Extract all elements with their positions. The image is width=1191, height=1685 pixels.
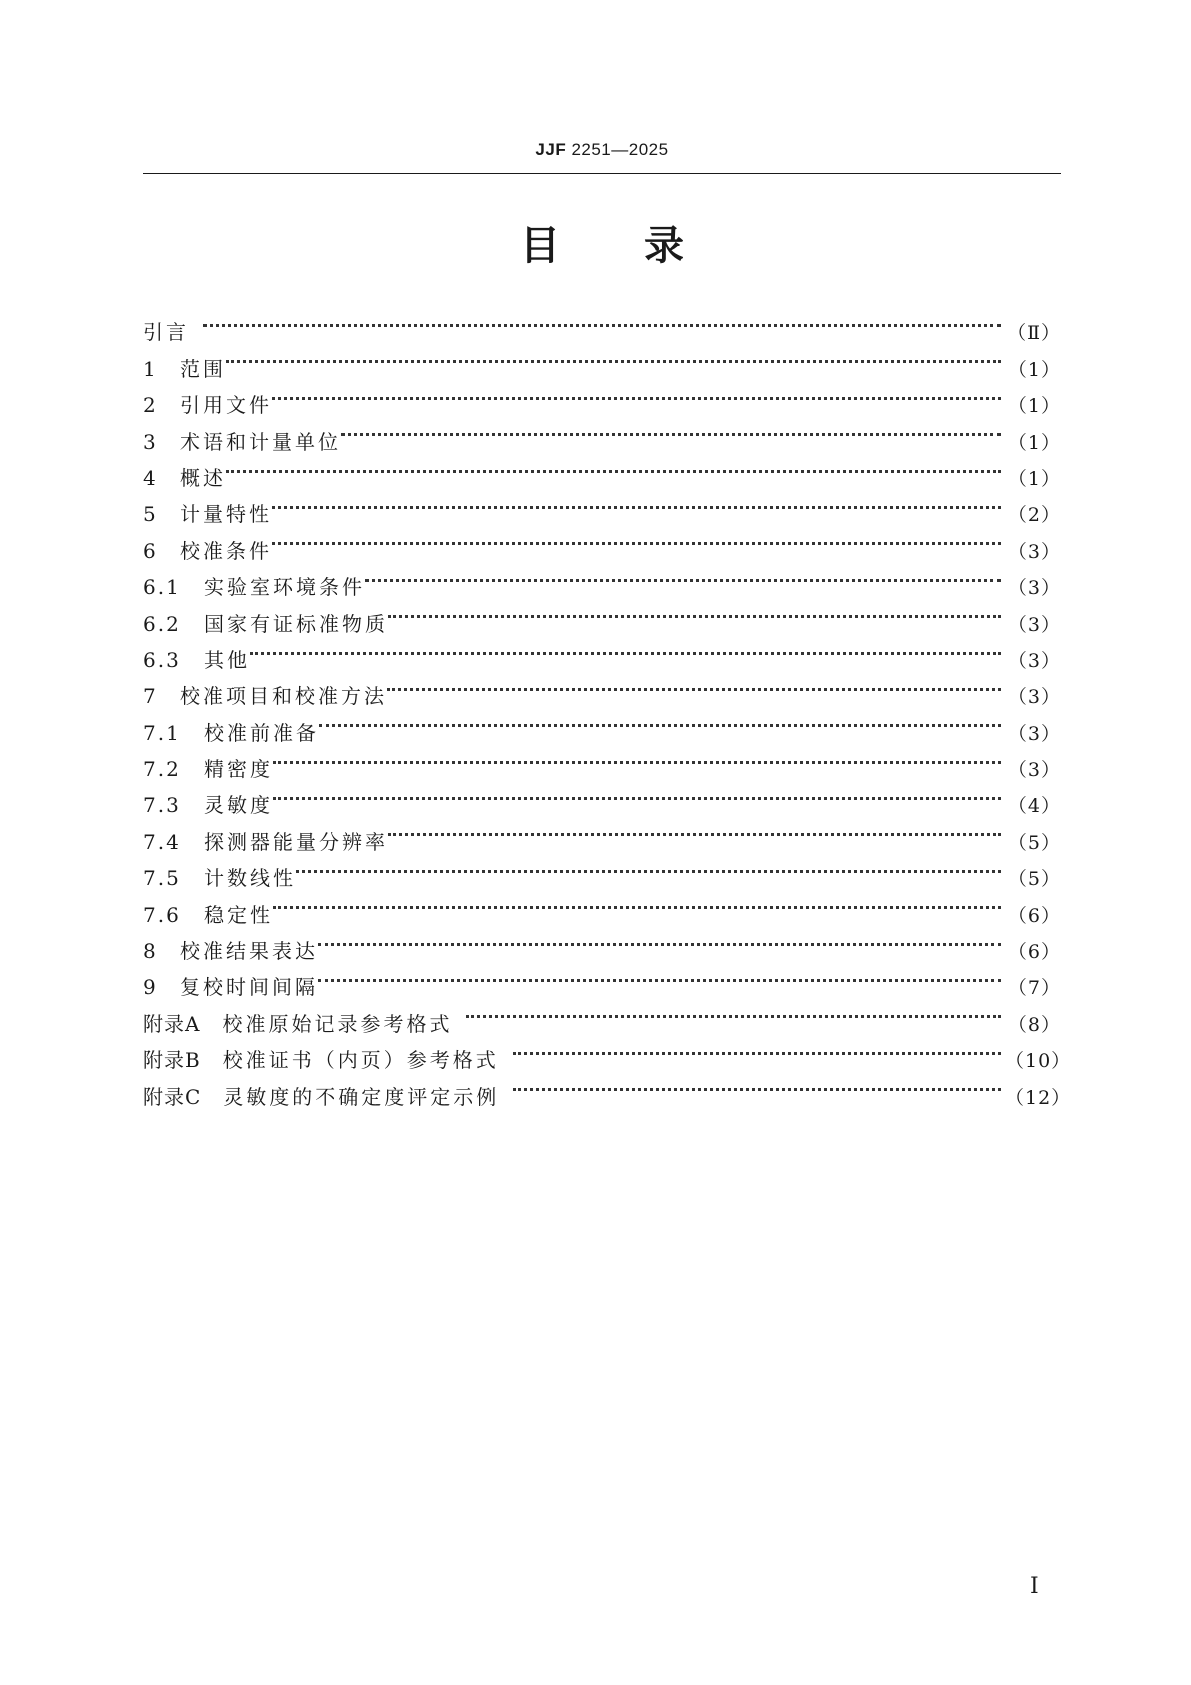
toc-entry-label: 范围 bbox=[180, 356, 226, 381]
toc-leader-dots bbox=[387, 667, 1005, 703]
toc-entry-label: 实验室环境条件 bbox=[204, 575, 365, 600]
toc-entry-label: 复校时间间隔 bbox=[180, 975, 318, 1000]
toc-entry-number: 8 bbox=[143, 939, 158, 964]
toc-entry[interactable] bbox=[143, 521, 1061, 563]
toc-leader-dots bbox=[341, 412, 1005, 448]
toc-entry-label: 概述 bbox=[180, 465, 226, 490]
toc-entry-label: 校准证书（内页）参考格式 bbox=[222, 1048, 499, 1073]
header-divider bbox=[143, 173, 1061, 174]
toc-entry-page: （3） bbox=[1007, 759, 1061, 782]
toc-entry-page: （1） bbox=[1007, 467, 1061, 490]
toc-entry[interactable] bbox=[143, 485, 1061, 527]
toc-entry-number: 7.3 bbox=[143, 793, 181, 818]
toc-entry-label: 计量特性 bbox=[180, 502, 272, 527]
toc-leader-dots bbox=[272, 485, 1005, 521]
toc-entry-number: 9 bbox=[143, 975, 158, 1000]
toc-entry-label: 稳定性 bbox=[204, 902, 273, 927]
toc-entry-label: 校准前准备 bbox=[204, 720, 319, 745]
toc-entry-number: 6 bbox=[143, 538, 158, 563]
toc-leader-dots bbox=[513, 1067, 1005, 1103]
toc-leader-dots bbox=[226, 449, 1005, 485]
toc-entry-label: 探测器能量分辨率 bbox=[204, 829, 388, 854]
toc-entry-number: 7.6 bbox=[143, 902, 181, 927]
title-char-2: 录 bbox=[644, 223, 684, 269]
toc-entry-page: （6） bbox=[1007, 941, 1061, 964]
toc-entry-page: （3） bbox=[1007, 613, 1061, 636]
toc-entry-label: 计数线性 bbox=[204, 866, 296, 891]
toc-entry-number: 6.1 bbox=[143, 575, 181, 600]
toc-entry-number: 7.1 bbox=[143, 720, 181, 745]
toc-entry-page: （5） bbox=[1007, 868, 1061, 891]
toc-leader-dots bbox=[466, 994, 1005, 1030]
toc-leader-dots bbox=[250, 631, 1005, 667]
toc-leader-dots bbox=[226, 339, 1005, 375]
toc-entry-page: （4） bbox=[1007, 795, 1061, 818]
toc-entry-label: 引用文件 bbox=[180, 393, 272, 418]
toc-entry[interactable] bbox=[143, 922, 1061, 964]
toc-entry[interactable] bbox=[143, 449, 1061, 490]
table-of-contents bbox=[143, 303, 1072, 1109]
page-title bbox=[143, 222, 1061, 270]
toc-leader-dots bbox=[273, 776, 1005, 812]
toc-entry-number: 6.3 bbox=[143, 647, 181, 672]
title-char-1: 目 bbox=[520, 223, 560, 269]
toc-entry-number: 1 bbox=[143, 356, 158, 381]
toc-entry-number: 4 bbox=[143, 465, 158, 490]
page-number: Ⅰ bbox=[1030, 1574, 1039, 1599]
toc-entry-label: 术语和计量单位 bbox=[180, 429, 341, 454]
toc-entry[interactable] bbox=[143, 558, 1061, 600]
toc-entry-page: （3） bbox=[1007, 540, 1061, 563]
toc-entry[interactable] bbox=[143, 376, 1061, 418]
toc-leader-dots bbox=[513, 1031, 1005, 1067]
toc-entry-label: 引言 bbox=[143, 320, 189, 345]
toc-entry-number: 6.2 bbox=[143, 611, 181, 636]
toc-entry-page: （3） bbox=[1007, 577, 1061, 600]
toc-entry-page: （1） bbox=[1007, 358, 1061, 381]
toc-entry-page: （3） bbox=[1007, 649, 1061, 672]
toc-entry-label: 校准原始记录参考格式 bbox=[222, 1011, 453, 1036]
toc-entry-number: 附录B bbox=[143, 1048, 201, 1073]
toc-entry[interactable] bbox=[143, 812, 1061, 854]
toc-entry-page: （8） bbox=[1007, 1013, 1061, 1036]
toc-leader-dots bbox=[272, 521, 1005, 557]
toc-entry-page: （10） bbox=[1005, 1050, 1072, 1073]
toc-entry-label: 校准结果表达 bbox=[180, 939, 318, 964]
toc-entry-page: （12） bbox=[1005, 1086, 1072, 1109]
toc-entry-label: 校准项目和校准方法 bbox=[180, 684, 387, 709]
toc-entry[interactable] bbox=[143, 776, 1061, 818]
toc-entry-label: 精密度 bbox=[204, 757, 273, 782]
toc-leader-dots bbox=[203, 303, 1005, 339]
toc-leader-dots bbox=[273, 885, 1005, 921]
toc-entry-page: （Ⅱ） bbox=[1007, 322, 1061, 345]
toc-entry-page: （6） bbox=[1007, 904, 1061, 927]
toc-entry-page: （3） bbox=[1007, 722, 1061, 745]
toc-entry-number: 附录C bbox=[143, 1084, 202, 1109]
toc-entry-label: 校准条件 bbox=[180, 538, 272, 563]
standard-prefix: JJF bbox=[535, 140, 567, 159]
toc-entry-label: 其他 bbox=[204, 647, 250, 672]
toc-entry-number: 7.5 bbox=[143, 866, 181, 891]
toc-entry-page: （5） bbox=[1007, 831, 1061, 854]
toc-entry[interactable] bbox=[143, 667, 1061, 709]
toc-entry-number: 7.4 bbox=[143, 829, 181, 854]
toc-leader-dots bbox=[296, 849, 1005, 885]
standard-number: 2251—2025 bbox=[571, 140, 669, 159]
toc-entry-page: （7） bbox=[1007, 977, 1061, 1000]
toc-leader-dots bbox=[388, 812, 1005, 848]
toc-entry[interactable] bbox=[143, 740, 1061, 782]
toc-entry-number: 3 bbox=[143, 429, 158, 454]
toc-leader-dots bbox=[318, 922, 1005, 958]
toc-leader-dots bbox=[365, 558, 1005, 594]
toc-leader-dots bbox=[319, 703, 1005, 739]
toc-entry-label: 国家有证标准物质 bbox=[204, 611, 388, 636]
toc-entry-label: 灵敏度的不确定度评定示例 bbox=[223, 1084, 500, 1109]
toc-leader-dots bbox=[318, 958, 1005, 994]
toc-entry[interactable] bbox=[143, 885, 1061, 927]
toc-entry-number: 7.2 bbox=[143, 757, 181, 782]
toc-entry-page: （1） bbox=[1007, 431, 1061, 454]
toc-entry[interactable] bbox=[143, 631, 1061, 672]
toc-leader-dots bbox=[273, 740, 1005, 776]
toc-entry-page: （2） bbox=[1007, 504, 1061, 527]
toc-leader-dots bbox=[272, 376, 1005, 412]
toc-entry-number: 5 bbox=[143, 502, 158, 527]
toc-entry-label: 灵敏度 bbox=[204, 793, 273, 818]
toc-entry-page: （3） bbox=[1007, 686, 1061, 709]
toc-entry-number: 7 bbox=[143, 684, 158, 709]
toc-entry[interactable] bbox=[143, 412, 1061, 454]
toc-entry-number: 附录A bbox=[143, 1011, 201, 1036]
toc-entry-page: （1） bbox=[1007, 395, 1061, 418]
toc-leader-dots bbox=[388, 594, 1005, 630]
toc-entry[interactable] bbox=[143, 303, 1061, 345]
toc-entry-number: 2 bbox=[143, 393, 158, 418]
document-code-header bbox=[143, 140, 1061, 160]
toc-entry[interactable] bbox=[143, 339, 1061, 381]
